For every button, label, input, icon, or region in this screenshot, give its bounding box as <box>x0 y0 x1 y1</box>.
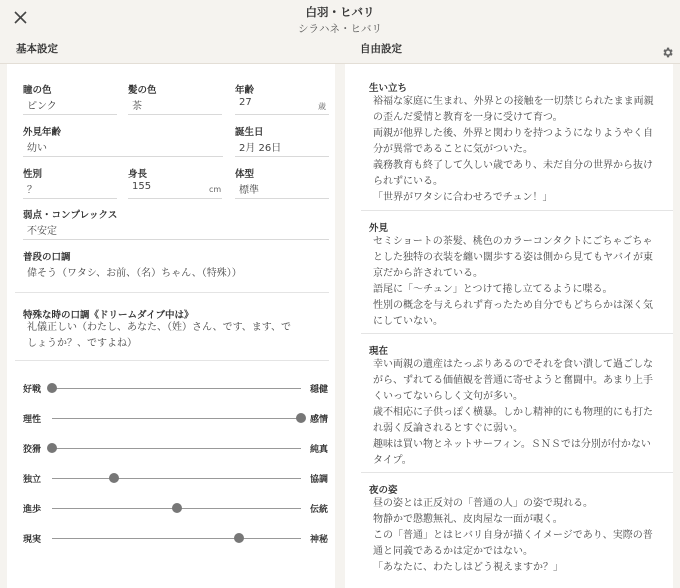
slider-left-label: 理性 <box>23 415 42 425</box>
section-text-line: がら、ずれてる価値観を普通に寄せようと奮闘中。あまり上手 <box>373 375 653 386</box>
slider-thumb[interactable] <box>172 503 182 513</box>
section-text[interactable] <box>373 94 669 206</box>
character-name: 白羽・ヒバリ <box>305 5 375 19</box>
slider-thumb[interactable] <box>47 383 57 393</box>
section-text-line: 通と同義であるかは定かではない。 <box>373 546 533 557</box>
hair-color-underline <box>128 114 222 115</box>
section-text-line: れ弱く反論されるとすぐに弱い。 <box>373 423 523 434</box>
slider-left-label: 進歩 <box>23 505 42 515</box>
slider-thumb[interactable] <box>234 533 244 543</box>
hair-color-label: 髪の色 <box>128 85 157 96</box>
section-text-line: 趣味は買い物とネットサーフィン。ＳＮＳでは分別が付かない <box>373 439 651 450</box>
slider-track[interactable] <box>52 478 301 479</box>
speech-divider <box>15 292 329 293</box>
slider-left-label: 独立 <box>23 475 42 485</box>
slider-right-label: 協調 <box>310 475 329 485</box>
section-label: 夜の姿 <box>369 485 398 496</box>
section-divider <box>361 210 673 211</box>
section-label: 外見 <box>369 223 389 234</box>
speech-label: 普段の口調 <box>23 252 71 263</box>
age-label: 年齢 <box>235 85 255 96</box>
section-text-line: 昼の姿とは正反対の「普通の人」の姿で現れる。 <box>373 498 593 509</box>
weakness-value[interactable]: 不安定 <box>27 226 57 237</box>
slider-thumb[interactable] <box>296 413 306 423</box>
slider-right-label: 神秘 <box>310 535 329 545</box>
free-settings-panel <box>345 64 673 588</box>
eye-color-underline <box>23 114 117 115</box>
gender-value[interactable]: ？ <box>27 185 37 196</box>
special-speech-line: しょうか？、ですよね） <box>27 338 137 349</box>
section-text-line: 「世界がワタシに合わせろでチュン！」 <box>373 192 553 203</box>
section-text-line: 性別の概念を与えられず育ったため自分でもどちらかは深く気 <box>373 300 653 311</box>
top-bar <box>0 0 680 40</box>
eye-color-label: 瞳の色 <box>23 85 52 96</box>
section-label: 生い立ち <box>369 83 408 94</box>
section-text-line: の歪んだ愛情と教育を一身に受けて育つ。 <box>373 112 563 123</box>
section-divider <box>361 333 673 334</box>
speech-value[interactable]: 偉そう（ワタシ、お前、（名）ちゃん、（特殊）） <box>27 268 242 279</box>
special-speech-label: 特殊な時の口調《ドリームダイブ中は》 <box>23 310 194 321</box>
height-label: 身長 <box>128 169 148 180</box>
section-text[interactable] <box>373 496 669 576</box>
slider-right-label: 伝統 <box>310 505 329 515</box>
gear-icon <box>661 46 674 59</box>
basic-settings-panel <box>7 64 335 588</box>
height-unit: cm <box>209 185 222 194</box>
birthday-value[interactable]: 2月 26日 <box>239 143 282 154</box>
basic-settings-heading: 基本設定 <box>16 43 58 55</box>
slider-left-label: 狡猾 <box>23 445 42 455</box>
section-text-line: この「普通」とはヒバリ自身が描くイメージであり、実際の普 <box>373 530 653 541</box>
birthday-label: 誕生日 <box>235 127 264 138</box>
age-underline <box>235 114 329 115</box>
age-value[interactable]: 27 <box>239 97 252 108</box>
section-text[interactable] <box>373 234 669 330</box>
apparent-age-value[interactable]: 幼い <box>27 143 47 154</box>
section-text-line: 語尾に「〜チュン」とつけて捲し立てるように喋る。 <box>373 284 613 295</box>
apparent-age-label: 外見年齢 <box>23 127 62 138</box>
slider-track[interactable] <box>52 448 301 449</box>
slider-right-label: 穏健 <box>310 385 329 395</box>
section-text-line: 分が異常であることに気がついた。 <box>373 144 533 155</box>
section-text-line: 物静かで慇懃無礼、皮肉屋な一面が覗く。 <box>373 514 563 525</box>
gender-label: 性別 <box>23 169 43 180</box>
weakness-label: 弱点・コンプレックス <box>23 210 118 221</box>
section-text-line: 「あなたに、わたしはどう視えますか？」 <box>373 562 563 573</box>
special-speech-value[interactable] <box>27 320 327 352</box>
height-underline <box>128 198 222 199</box>
section-text-line: られずにいる。 <box>373 176 443 187</box>
weakness-underline <box>23 239 329 240</box>
birthday-underline <box>235 156 329 157</box>
slider-right-label: 感情 <box>310 415 329 425</box>
slider-track[interactable] <box>52 418 301 419</box>
height-value[interactable]: 155 <box>132 181 152 192</box>
slider-left-label: 好戦 <box>23 385 42 395</box>
section-text-line: 幸い両親の遺産はたっぷりあるのでそれを食い潰して過ごしな <box>373 359 653 370</box>
section-text-line: 裕福な家庭に生まれ、外界との接触を一切禁じられたまま両親 <box>373 96 654 107</box>
character-name-reading: シラハネ・ヒバリ <box>298 23 382 35</box>
section-text-line: タイプ。 <box>373 455 412 466</box>
build-value[interactable]: 標準 <box>239 185 259 196</box>
section-text-line: 義務教育も終了して久しい歳であり、未だ自分の世界から抜け <box>373 160 653 171</box>
section-divider <box>361 472 673 473</box>
eye-color-value[interactable]: ピンク <box>27 101 57 112</box>
slider-right-label: 純真 <box>310 445 329 455</box>
special-speech-line: 礼儀正しい（わたし、あなた、（姓）さん、です、ます、で <box>27 322 291 333</box>
slider-thumb[interactable] <box>47 443 57 453</box>
hair-color-value[interactable]: 茶 <box>132 101 142 112</box>
section-text-line: 歳不相応に子供っぽく横暴。しかし精神的にも物理的にも打た <box>373 407 653 418</box>
apparent-age-underline <box>23 156 223 157</box>
slider-track[interactable] <box>52 388 301 389</box>
section-text-line: にしていない。 <box>373 316 443 327</box>
section-text-line: とした独特の衣装を纏い闊歩する姿は側から見てもヤバイが東 <box>373 252 653 263</box>
slider-track[interactable] <box>52 538 301 539</box>
free-settings-heading: 自由設定 <box>360 43 402 55</box>
special-speech-divider <box>15 360 329 361</box>
settings-button[interactable] <box>661 44 674 57</box>
section-text-line: 京だから許されている。 <box>373 268 483 279</box>
section-text-line: 両親が他界した後、外界と関わりを持つようになりようやく自 <box>373 128 653 139</box>
build-label: 体型 <box>235 169 255 180</box>
gender-underline <box>23 198 117 199</box>
slider-thumb[interactable] <box>109 473 119 483</box>
slider-left-label: 現実 <box>23 535 42 545</box>
section-text-line: くいってないらしく文句が多い。 <box>373 391 523 402</box>
section-label: 現在 <box>369 346 389 357</box>
age-unit: 歳 <box>318 102 326 111</box>
section-text[interactable] <box>373 357 669 469</box>
build-underline <box>235 198 329 199</box>
section-text-line: セミショートの茶髪、桃色のカラーコンタクトにごちゃごちゃ <box>373 236 653 247</box>
